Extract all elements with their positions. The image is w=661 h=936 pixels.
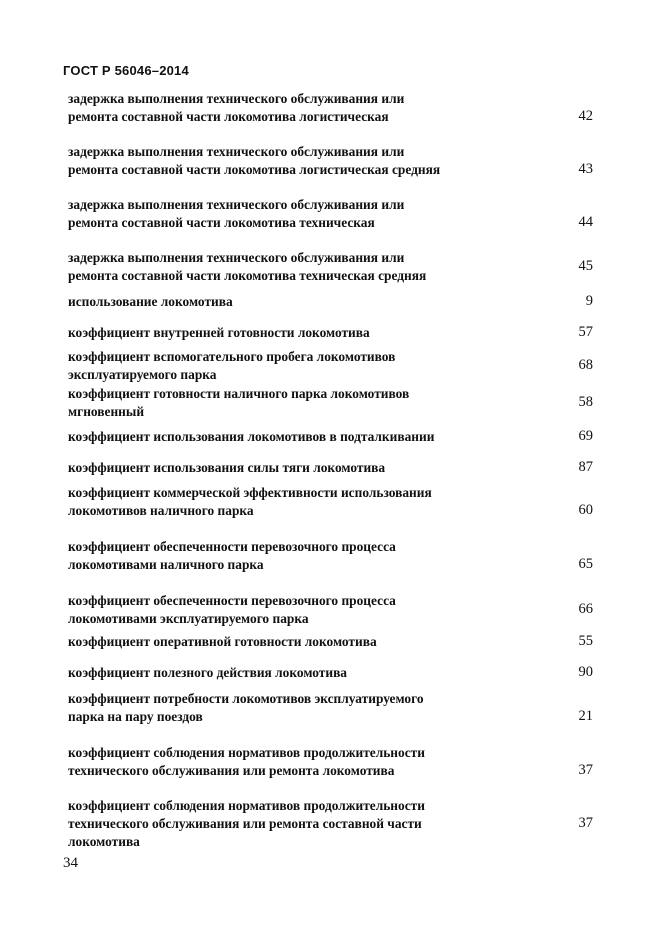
index-term [68,143,528,179]
index-term [68,196,528,232]
index-page-ref: 66 [578,601,593,617]
index-term-line: коэффициент обеспеченности перевозочного процесса [68,593,396,608]
index-entry [68,385,595,421]
index-term-line: ремонта составной части локомотива техническая средняя [68,268,427,283]
index-entry [68,538,595,574]
index-term-line: коэффициент использования силы тяги локомотива [68,460,386,475]
index-term [68,664,528,682]
index-entry [68,196,595,232]
index-entry [68,664,595,682]
index-term-line: коэффициент соблюдения нормативов продолжительности [68,798,425,813]
index-term-line: задержка выполнения технического обслуживания или [68,91,405,106]
index-term [68,324,528,342]
index-term-line: задержка выполнения технического обслуживания или [68,144,405,159]
index-term-line: коэффициент готовности наличного парка локомотивов [68,386,410,401]
index-term-line: парка на пару поездов [68,709,203,724]
index-term [68,484,528,520]
index-entry [68,293,595,311]
index-term [68,90,528,126]
index-term [68,459,528,477]
index-entry [68,143,595,179]
index-term-line: ремонта составной части локомотива логистическая [68,109,389,124]
index-term-line: коэффициент полезного действия локомотива [68,665,347,680]
index-term [68,538,528,574]
index-page-ref: 60 [578,502,593,518]
index-term [68,385,528,421]
index-page-ref: 44 [578,214,593,230]
index-term-line: коэффициент использования локомотивов в подталкивании [68,429,435,444]
index-entry [68,459,595,477]
index-term-line: локомотивов наличного парка [68,503,254,518]
index-term-line: эксплуатируемого парка [68,367,217,382]
index-entry [68,592,595,628]
index-term-line: коэффициент оперативной готовности локомотива [68,634,377,649]
index-term [68,744,528,780]
document-header: ГОСТ Р 56046–2014 [63,63,189,78]
index-term-line: технического обслуживания или ремонта составной части [68,816,422,831]
index-term [68,293,528,311]
index-term-line: мгновенный [68,404,145,419]
index-entry [68,90,595,126]
index-term-line: коэффициент соблюдения нормативов продолжительности [68,745,425,760]
index-term-line: задержка выполнения технического обслуживания или [68,197,405,212]
index-entry [68,633,595,651]
index-entry [68,348,595,384]
index-page-ref: 69 [578,428,593,444]
index-page-ref: 9 [585,293,593,309]
index-term [68,428,528,446]
index-page-ref: 45 [578,258,593,274]
index-term-line: локомотивами наличного парка [68,557,264,572]
index-term-line: коэффициент коммерческой эффективности использования [68,485,432,500]
page-number: 34 [63,855,78,871]
index-page-ref: 37 [578,762,593,778]
index-term [68,633,528,651]
index-term-line: ремонта составной части локомотива техническая [68,215,375,230]
index-entry [68,249,595,285]
index-term-line: коэффициент обеспеченности перевозочного процесса [68,539,396,554]
index-entry [68,484,595,520]
index-term [68,797,528,851]
index-page-ref: 37 [578,815,593,831]
index-page-ref: 57 [578,324,593,340]
index-entry [68,324,595,342]
index-term [68,690,528,726]
index-term-line: коэффициент вспомогательного пробега локомотивов [68,349,396,364]
index-entry [68,744,595,780]
index-page-ref: 42 [578,108,593,124]
index-page-ref: 65 [578,556,593,572]
index-entry [68,690,595,726]
index-page-ref: 68 [578,357,593,373]
index-page-ref: 58 [578,394,593,410]
index-term-line: ремонта составной части локомотива логистическая средняя [68,162,441,177]
index-term [68,592,528,628]
index-term-line: коэффициент внутренней готовности локомотива [68,325,370,340]
index-page-ref: 55 [578,633,593,649]
index-term-line: задержка выполнения технического обслуживания или [68,250,405,265]
index-entry [68,428,595,446]
index-page-ref: 43 [578,161,593,177]
index-term-line: локомотива [68,834,140,849]
index-page-ref: 21 [578,708,593,724]
index-term-line: технического обслуживания или ремонта локомотива [68,763,395,778]
index-term-line: использование локомотива [68,294,233,309]
index-term [68,348,528,384]
index-term [68,249,528,285]
index-entry [68,797,595,851]
index-term-line: коэффициент потребности локомотивов эксплуатируемого [68,691,424,706]
index-page-ref: 87 [578,459,593,475]
index-term-line: локомотивами эксплуатируемого парка [68,611,309,626]
index-page-ref: 90 [578,664,593,680]
